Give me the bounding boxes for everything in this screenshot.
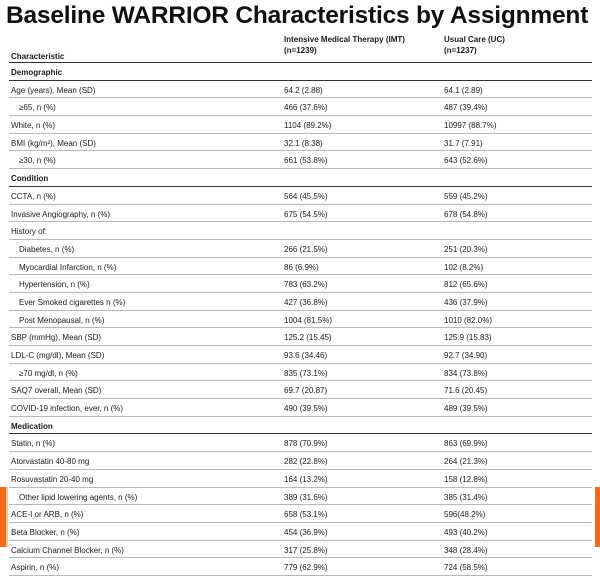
- table-header: [9, 32, 592, 63]
- table-row: [9, 258, 592, 276]
- row-label: SAQ7 overall, Mean (SD): [11, 386, 102, 396]
- row-imt-value: 490 (39.5%): [284, 404, 328, 414]
- table-row: [9, 311, 592, 329]
- row-uc-value: 385 (31.4%): [444, 492, 488, 502]
- row-uc-value: 724 (58.5%): [444, 563, 488, 573]
- section-row: [9, 417, 592, 435]
- row-label: COVID-19 infection, ever, n (%): [11, 404, 124, 414]
- row-imt-value: 64.2 (2.88): [284, 85, 323, 95]
- row-label: Atorvastatin 40-80 mg: [11, 457, 90, 467]
- row-uc-value: 348 (28.4%): [444, 545, 488, 555]
- row-label: ACE-I or ARB, n (%): [11, 510, 84, 520]
- row-uc-value: 863 (69.9%): [444, 439, 488, 449]
- characteristics-table: [9, 32, 592, 576]
- page-title: Baseline WARRIOR Characteristics by Assignment: [6, 2, 589, 29]
- row-uc-value: 812 (65.6%): [444, 280, 488, 290]
- row-label: Rosuvastatin 20-40 mg: [11, 474, 94, 484]
- row-label: Myocardial Infarction, n (%): [19, 262, 117, 272]
- row-uc-value: 489 (39.5%): [444, 404, 488, 414]
- table-row: [9, 488, 592, 506]
- row-uc-value: 71.6 (20.45): [444, 386, 488, 396]
- row-label: LDL-C (mg/dl), Mean (SD): [11, 351, 105, 360]
- table-row: [9, 364, 592, 382]
- table-body: [9, 63, 592, 576]
- row-imt-value: 317 (25.8%): [284, 545, 328, 555]
- row-uc-value: 264 (21.3%): [444, 457, 488, 467]
- row-imt-value: 564 (45.5%): [284, 191, 328, 201]
- row-label: White, n (%): [11, 121, 56, 131]
- row-imt-value: 466 (37.6%): [284, 103, 328, 113]
- table-row: [9, 187, 592, 205]
- row-imt-value: 125.2 (15.45): [284, 333, 332, 343]
- accent-bar-left-light: [6, 487, 8, 547]
- row-label: ≥70 mg/dl, n (%): [19, 368, 78, 378]
- table-row: [9, 328, 592, 346]
- table-row: [9, 205, 592, 223]
- row-imt-value: 835 (73.1%): [284, 368, 328, 378]
- row-imt-value: 32.1 (8.38): [284, 138, 323, 148]
- row-imt-value: 266 (21.5%): [284, 244, 328, 254]
- row-imt-value: 164 (13.2%): [284, 474, 328, 484]
- row-label: Statin, n (%): [11, 439, 56, 449]
- header-imt-title: Intensive Medical Therapy (IMT): [284, 35, 405, 44]
- row-uc-value: 125.9 (15.83): [444, 333, 492, 343]
- table-row: [9, 381, 592, 399]
- row-label: Condition: [11, 174, 49, 184]
- table-row: [9, 399, 592, 417]
- row-uc-value: 436 (37.9%): [444, 297, 488, 307]
- row-uc-value: 487 (39.4%): [444, 103, 488, 113]
- header-characteristic: Characteristic: [11, 52, 65, 61]
- row-label: Demographic: [11, 68, 63, 77]
- row-imt-value: 878 (70.9%): [284, 439, 328, 449]
- row-label: ≥65, n (%): [19, 103, 56, 113]
- row-label: Ever Smoked cigarettes n (%): [19, 297, 126, 307]
- table-row: [9, 293, 592, 311]
- table-row: [9, 151, 592, 169]
- row-uc-value: 251 (20.3%): [444, 244, 488, 254]
- table-row: [9, 134, 592, 152]
- row-label: Invasive Angiography, n (%): [11, 209, 111, 219]
- row-imt-value: 454 (36.9%): [284, 527, 328, 537]
- row-uc-value: 102 (8.2%): [444, 262, 484, 272]
- table-row: [9, 558, 592, 576]
- row-uc-value: 559 (45.2%): [444, 191, 488, 201]
- row-imt-value: 427 (36.8%): [284, 297, 328, 307]
- table-row: [9, 222, 592, 240]
- row-label: CCTA, n (%): [11, 191, 56, 201]
- section-row: [9, 169, 592, 187]
- row-label: Aspirin, n (%): [11, 563, 60, 573]
- row-uc-value: 64.1 (2.89): [444, 85, 483, 95]
- row-imt-value: 1104 (89.2%): [284, 121, 332, 131]
- row-uc-value: 31.7 (7.91): [444, 138, 483, 148]
- row-uc-value: 678 (54.8%): [444, 209, 488, 219]
- row-imt-value: 282 (22.8%): [284, 457, 328, 467]
- table-row: [9, 98, 592, 116]
- table-row: [9, 505, 592, 523]
- row-uc-value: 10997 (88.7%): [444, 121, 497, 131]
- row-imt-value: 675 (54.5%): [284, 209, 328, 219]
- row-uc-value: 643 (52.6%): [444, 156, 488, 166]
- row-label: History of:: [11, 227, 48, 237]
- row-imt-value: 658 (53.1%): [284, 510, 328, 520]
- header-uc: [444, 34, 505, 56]
- row-uc-value: 834 (73.8%): [444, 368, 488, 378]
- header-imt-n: (n=1239): [284, 46, 317, 55]
- accent-bar-right: [595, 487, 600, 547]
- row-label: Diabetes, n (%): [19, 244, 75, 254]
- row-imt-value: 779 (62.9%): [284, 563, 328, 573]
- row-label: BMI (kg/m²), Mean (SD): [11, 138, 96, 148]
- row-label: Post Menopausal, n (%): [19, 315, 105, 325]
- table-row: [9, 240, 592, 258]
- row-label: Other lipid lowering agents, n (%): [19, 492, 138, 502]
- section-row: [9, 63, 592, 81]
- row-uc-value: 92.7 (34.90): [444, 351, 488, 360]
- table-row: [9, 275, 592, 293]
- table-row: [9, 81, 592, 99]
- row-imt-value: 93.6 (34.46): [284, 351, 328, 360]
- table-row: [9, 470, 592, 488]
- table-row: [9, 541, 592, 559]
- row-label: Age (years), Mean (SD): [11, 85, 96, 95]
- row-imt-value: 1004 (81.5%): [284, 315, 333, 325]
- row-uc-value: 596(48.2%): [444, 510, 486, 520]
- table-row: [9, 346, 592, 364]
- row-imt-value: 783 (63.2%): [284, 280, 328, 290]
- table-row: [9, 434, 592, 452]
- row-label: SBP (mmHg), Mean (SD): [11, 333, 102, 343]
- row-imt-value: 86 (6.9%): [284, 262, 319, 272]
- header-imt: [284, 34, 405, 56]
- row-uc-value: 158 (12.8%): [444, 474, 488, 484]
- row-label: ≥30, n (%): [19, 156, 56, 166]
- row-uc-value: 493 (40.2%): [444, 527, 488, 537]
- row-label: Medication: [11, 421, 53, 431]
- row-uc-value: 1010 (82.0%): [444, 315, 493, 325]
- row-label: Hypertension, n (%): [19, 280, 90, 290]
- table-row: [9, 116, 592, 134]
- table-row: [9, 523, 592, 541]
- header-uc-n: (n=1237): [444, 46, 477, 55]
- row-label: Beta Blocker, n (%): [11, 527, 80, 537]
- row-imt-value: 69.7 (20.87): [284, 386, 328, 396]
- table-row: [9, 452, 592, 470]
- row-imt-value: 661 (53.8%): [284, 156, 328, 166]
- header-uc-title: Usual Care (UC): [444, 35, 505, 44]
- row-label: Calcium Channel Blocker, n (%): [11, 545, 124, 555]
- row-imt-value: 389 (31.6%): [284, 492, 328, 502]
